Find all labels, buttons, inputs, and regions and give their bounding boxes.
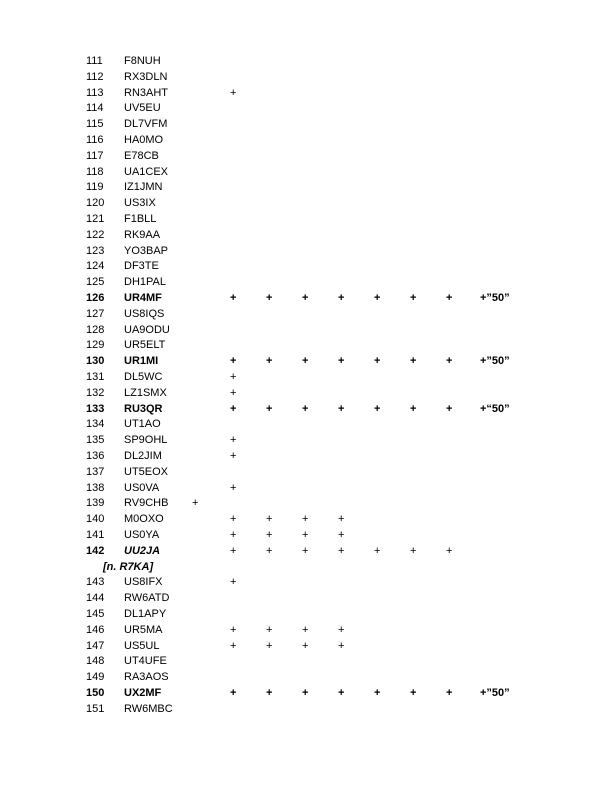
plus-mark: + <box>266 292 273 304</box>
callsign: US5UL <box>124 639 160 652</box>
callsign: UT5EOX <box>124 465 169 478</box>
table-row <box>0 196 611 212</box>
plus-mark: + <box>230 623 237 636</box>
callsign: RN3AHT <box>124 86 169 99</box>
plus-mark: + <box>302 529 309 541</box>
callsign: DL1APY <box>124 608 167 620</box>
table-row <box>0 291 611 307</box>
row-number: 115 <box>86 118 104 131</box>
row-number: 150 <box>86 687 105 699</box>
row-number: 133 <box>86 402 105 415</box>
row-number: 144 <box>86 592 105 605</box>
extra-50-mark: +”50” <box>480 687 510 699</box>
table-row <box>0 165 611 181</box>
plus-mark: + <box>266 513 273 526</box>
plus-mark: + <box>338 544 345 557</box>
plus-mark: + <box>410 292 417 304</box>
row-number: 141 <box>86 529 105 541</box>
row-number: 132 <box>86 386 105 399</box>
table-row <box>0 275 611 291</box>
callsign: RK9AA <box>124 228 161 241</box>
callsign: UT1AO <box>124 418 161 431</box>
plus-mark: + <box>230 544 237 557</box>
callsign: RW6MBC <box>124 702 173 715</box>
plus-mark: + <box>338 623 345 636</box>
table-row <box>0 212 611 228</box>
table-row <box>0 101 611 117</box>
table-row <box>0 670 611 686</box>
table-row <box>0 180 611 196</box>
callsign: UR5ELT <box>124 339 166 352</box>
plus-mark: + <box>446 292 453 304</box>
plus-mark: + <box>230 292 237 304</box>
row-number: 111 <box>86 55 103 67</box>
plus-mark: + <box>266 544 273 557</box>
table-row <box>0 575 611 591</box>
row-number: 121 <box>86 213 105 225</box>
table-row <box>0 496 611 512</box>
table-row <box>0 307 611 323</box>
row-number: 131 <box>86 371 105 383</box>
callsign: RX3DLN <box>124 70 168 83</box>
plus-mark: + <box>192 497 199 510</box>
table-row <box>0 465 611 481</box>
row-number: 136 <box>86 450 105 462</box>
table-row <box>0 528 611 544</box>
plus-mark: + <box>374 687 381 699</box>
table-row <box>0 433 611 449</box>
plus-mark: + <box>374 355 381 368</box>
callsign: YO3BAP <box>124 244 169 257</box>
callsign: E78CB <box>124 149 159 162</box>
callsign: UA1CEX <box>124 165 169 178</box>
table-row <box>0 402 611 418</box>
table-row <box>0 323 611 339</box>
row-number: 138 <box>86 481 105 494</box>
extra-50-mark: +”50” <box>480 292 510 304</box>
row-number: 130 <box>86 355 105 368</box>
row-number: 128 <box>86 323 105 336</box>
row-number: 147 <box>86 639 105 652</box>
callsign: US3IX <box>124 197 156 210</box>
plus-mark: + <box>230 513 237 526</box>
plus-mark: + <box>230 86 237 99</box>
row-number: 134 <box>86 418 105 431</box>
row-note: [n. R7KA] <box>103 560 154 573</box>
note-row <box>0 560 611 576</box>
row-number: 146 <box>86 623 105 636</box>
row-number: 140 <box>86 513 105 526</box>
callsign: RU3QR <box>124 402 163 415</box>
table-row <box>0 481 611 497</box>
plus-mark: + <box>374 402 381 415</box>
table-row <box>0 228 611 244</box>
callsign: F8NUH <box>124 55 161 67</box>
plus-mark: + <box>230 386 237 399</box>
table-row <box>0 639 611 655</box>
callsign: LZ1SMX <box>124 386 167 399</box>
callsign: RW6ATD <box>124 592 170 605</box>
callsign: DL2JIM <box>124 450 162 462</box>
row-number: 112 <box>86 70 104 83</box>
plus-mark: + <box>410 687 417 699</box>
plus-mark: + <box>338 639 345 652</box>
callsign: US8IQS <box>124 307 165 320</box>
callsign: DF3TE <box>124 260 159 273</box>
row-number: 117 <box>86 149 104 162</box>
plus-mark: + <box>302 355 309 368</box>
row-number: 145 <box>86 608 105 620</box>
callsign: UU2JA <box>124 544 161 557</box>
callsign: UR5MA <box>124 623 163 636</box>
plus-mark: + <box>410 402 417 415</box>
row-number: 120 <box>86 197 105 210</box>
table-row <box>0 544 611 560</box>
callsign: RA3AOS <box>124 671 169 684</box>
plus-mark: + <box>302 544 309 557</box>
callsign: UX2MF <box>124 687 162 699</box>
row-number: 124 <box>86 260 105 273</box>
row-number: 127 <box>86 307 105 320</box>
callsign: US0VA <box>124 481 160 494</box>
plus-mark: + <box>266 687 273 699</box>
plus-mark: + <box>338 402 345 415</box>
plus-mark: + <box>266 639 273 652</box>
plus-mark: + <box>266 402 273 415</box>
callsign: UV5EU <box>124 102 161 115</box>
plus-mark: + <box>302 513 309 526</box>
callsign: F1BLL <box>124 213 157 225</box>
plus-mark: + <box>410 355 417 368</box>
table-row <box>0 338 611 354</box>
row-number: 129 <box>86 339 105 352</box>
callsign: HA0MO <box>124 134 164 146</box>
table-row <box>0 149 611 165</box>
plus-mark: + <box>338 687 345 699</box>
callsign: DL7VFM <box>124 118 168 131</box>
row-number: 113 <box>86 86 104 99</box>
plus-mark: + <box>302 292 309 304</box>
callsign: M0OXO <box>124 513 164 526</box>
row-number: 149 <box>86 671 105 684</box>
table-row <box>0 417 611 433</box>
callsign: DH1PAL <box>124 276 166 289</box>
plus-mark: + <box>230 639 237 652</box>
table-row <box>0 512 611 528</box>
plus-mark: + <box>410 544 417 557</box>
row-number: 126 <box>86 292 105 304</box>
row-number: 116 <box>86 134 104 146</box>
plus-mark: + <box>302 623 309 636</box>
callsign: UA9ODU <box>124 323 170 336</box>
callsign: DL5WC <box>124 371 163 383</box>
row-number: 122 <box>86 228 105 241</box>
table-row <box>0 354 611 370</box>
plus-mark: + <box>446 544 453 557</box>
callsign: UR1MI <box>124 355 159 368</box>
plus-mark: + <box>338 355 345 368</box>
plus-mark: + <box>230 481 237 494</box>
row-number: 137 <box>86 465 105 478</box>
plus-mark: + <box>338 529 345 541</box>
table-row <box>0 607 611 623</box>
callsign: SP9OHL <box>124 434 168 447</box>
row-number: 119 <box>86 181 104 194</box>
plus-mark: + <box>302 402 309 415</box>
plus-mark: + <box>230 355 237 368</box>
table-row <box>0 623 611 639</box>
plus-mark: + <box>302 687 309 699</box>
row-number: 118 <box>86 165 104 178</box>
row-number: 125 <box>86 276 105 289</box>
callsign: IZ1JMN <box>124 181 163 194</box>
table-row <box>0 386 611 402</box>
plus-mark: + <box>446 355 453 368</box>
plus-mark: + <box>446 687 453 699</box>
plus-mark: + <box>374 544 381 557</box>
table-row <box>0 133 611 149</box>
table-row <box>0 244 611 260</box>
plus-mark: + <box>230 450 237 462</box>
callsign: US8IFX <box>124 576 163 589</box>
extra-50-mark: +”50” <box>480 355 510 368</box>
table-row <box>0 686 611 702</box>
row-number: 139 <box>86 497 105 510</box>
row-number: 142 <box>86 544 105 557</box>
row-number: 148 <box>86 655 105 668</box>
callsign: UT4UFE <box>124 655 167 668</box>
table-row <box>0 259 611 275</box>
row-number: 123 <box>86 244 105 257</box>
row-number: 114 <box>86 102 104 115</box>
plus-mark: + <box>338 513 345 526</box>
plus-mark: + <box>230 371 237 383</box>
plus-mark: + <box>266 355 273 368</box>
plus-mark: + <box>338 292 345 304</box>
table-row <box>0 117 611 133</box>
callsign: RV9CHB <box>124 497 169 510</box>
row-number: 135 <box>86 434 105 447</box>
plus-mark: + <box>230 402 237 415</box>
plus-mark: + <box>230 529 237 541</box>
plus-mark: + <box>230 687 237 699</box>
plus-mark: + <box>266 529 273 541</box>
table-row <box>0 54 611 70</box>
table-row <box>0 86 611 102</box>
plus-mark: + <box>266 623 273 636</box>
table-row <box>0 370 611 386</box>
callsign: UR4MF <box>124 292 162 304</box>
extra-50-mark: +“50” <box>480 402 510 415</box>
table-row <box>0 70 611 86</box>
row-number: 151 <box>86 702 105 715</box>
row-number: 143 <box>86 576 105 589</box>
plus-mark: + <box>374 292 381 304</box>
plus-mark: + <box>230 434 237 447</box>
table-row <box>0 702 611 718</box>
plus-mark: + <box>230 576 237 589</box>
callsign: US0YA <box>124 529 160 541</box>
plus-mark: + <box>446 402 453 415</box>
plus-mark: + <box>302 639 309 652</box>
table-row <box>0 591 611 607</box>
table-row <box>0 449 611 465</box>
table-row <box>0 654 611 670</box>
